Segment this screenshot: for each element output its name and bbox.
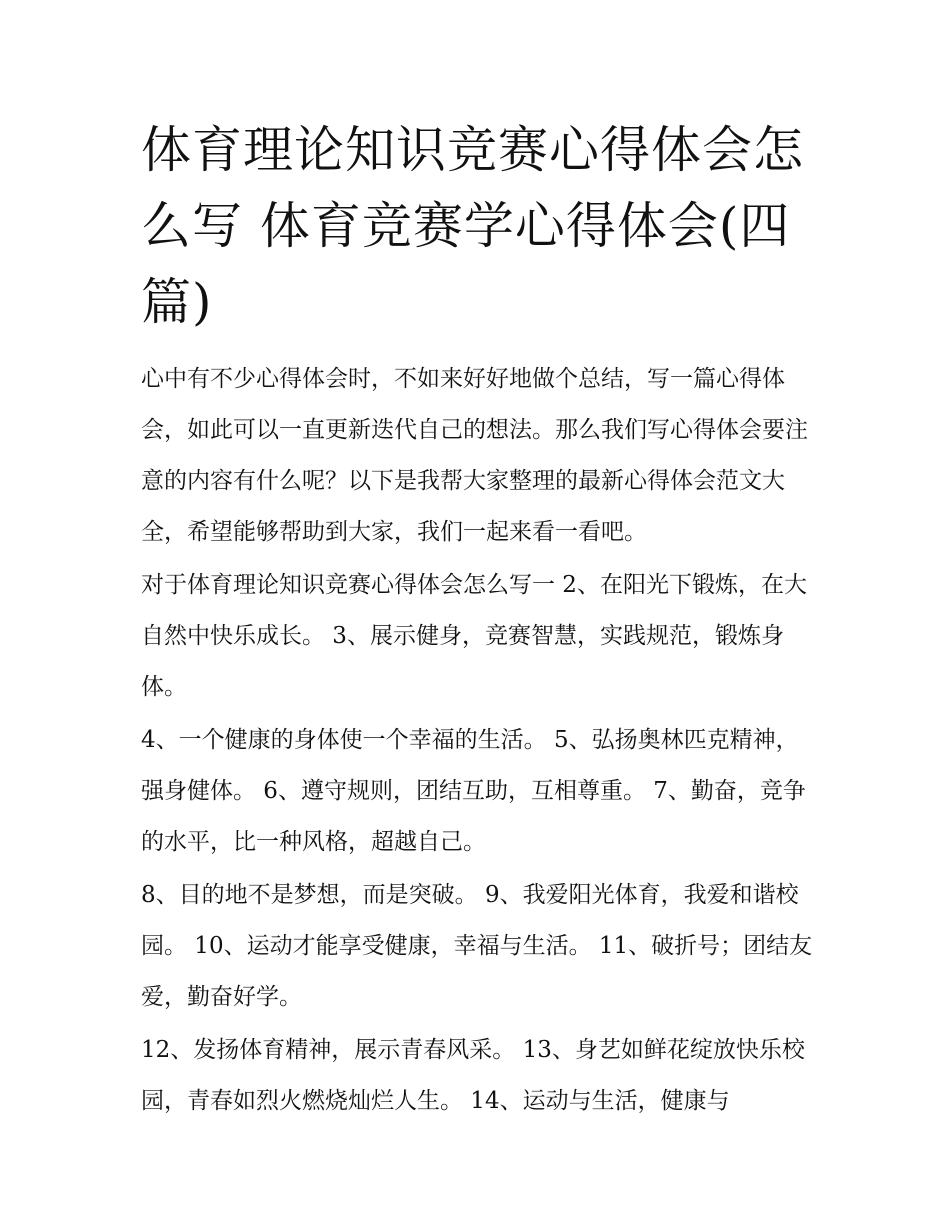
paragraph-slogans-8-11: 8、目的地不是梦想，而是突破。 9、我爱阳光体育，我爱和谐校园。 10、运动才能享受健康，幸福与生活。 11、破折号；团结友爱，勤奋好学。 xyxy=(141,882,813,1010)
intro-paragraph: 心中有不少心得体会时，不如来好好地做个总结，写一篇心得体会，如此可以一直更新迭代自己的想法。那么我们写心得体会要注意的内容有什么呢？以下是我帮大家整理的最新心得体会范文大全，希望能够帮助到大家，我们一起来看一看吧。 xyxy=(141,366,808,545)
document-body xyxy=(141,112,821,1129)
paragraph-slogans-4-7: 4、一个健康的身体使一个幸福的生活。 5、弘扬奥林匹克精神，强身健体。 6、遵守规则，团结互助，互相尊重。 7、勤奋，竞争的水平，比一种风格，超越自己。 xyxy=(141,727,806,855)
paragraph-slogans-2-3: 对于体育理论知识竞赛心得体会怎么写一 2、在阳光下锻炼，在大自然中快乐成长。 3、展示健身，竞赛智慧，实践规范，锻炼身体。 xyxy=(141,572,807,700)
document-title: 体育理论知识竞赛心得体会怎么写 体育竞赛学心得体会(四篇) xyxy=(141,121,804,331)
paragraph-slogans-12-14: 12、发扬体育精神，展示青春风采。 13、身艺如鲜花绽放快乐校园，青春如烈火燃烧灿烂人生。 14、运动与生活，健康与 xyxy=(141,1037,805,1114)
